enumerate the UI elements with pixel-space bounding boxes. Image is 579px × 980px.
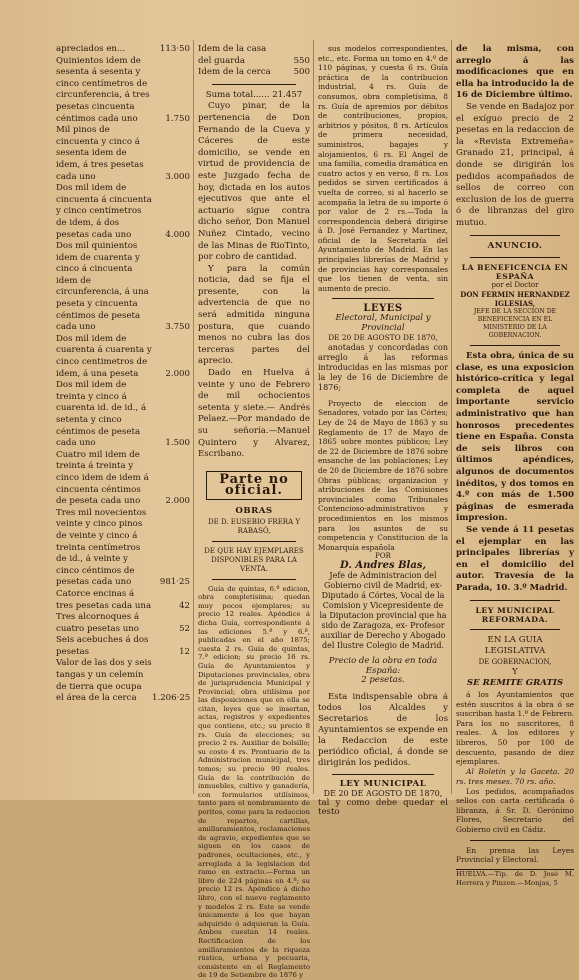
author-name: D. Andres Blas, xyxy=(340,560,426,572)
price-row-text: Seis acebuches á dos pesetas xyxy=(56,635,149,657)
divider xyxy=(470,235,560,236)
price-row-value: 12 xyxy=(179,646,190,657)
prensa-text: En prensa las Leyes Provincial y Electoral. xyxy=(456,845,574,865)
notice-paragraph: Cuyo pinar, de la pertenencia de Don Fernando de la Cueva y Cáceres de este domicilio, se vende en virtud de providencia de este Juzgado fecha de hoy, dictada en los autos ejecutivos que ante el actuario sigue contra dicho señor, Don Manuel Nuñez Cintado, vecino de las Minas de RioTinto, por cobro de cantidad. xyxy=(198,101,310,263)
price-row-text: Tres mil novecientos veinte y cinco pinos de veinte y cinco á treinta centímetros de id., á veinte y cinco céntimos de pesetas cada uno xyxy=(56,507,147,588)
price-row-value: 1.500 xyxy=(165,438,190,449)
works-body: Guía de quintas, 6.ª edicion, obra completísima; quedan muy pocos ejemplares; su precio 12 reales. Apéndice á dicha Guía, correspondiente á las ediciones 5.ª y 6.ª, publicadas en el año 1875; cuesta 2 rs. Guía de quintas, 7.ª edicion; su precio 16 rs. Guía de Ayuntamientos y Diputaciones provinciales, obra de jurisprudencia Municipal y Provincial; obra utilísima por las disposiciones que en ella se citan, leyes que se insertan, actas, registros y expedientes que contiene, etc.; su precio 8 rs. Guía de elecciones; su precio 2 rs. Auxiliar de bolsillo; su costo 4 rs. Prontuario de la Administracion municipal, tres tomos; su precio 90 reales. Guía de la contribución de inmuebles, cultivo y ganadería, con formularios utilísimos, tanto para el nombramiento de peritos, como para la redaccion de repartos, cartillas, amillaramientos, reclamaciones de agravio, expedientes que se siguen en los casos de padrones, ocultaciones, etc., y arreglada á la legislacion del ramo en extracto.—Forma un libro de 224 páginas en 4.º; su precio 12 rs. Apéndice á dicho libro, con el nuevo reglamento y modelos 2 rs. Este se vende únicamente á los que hayan adquirido ó adquieran la Guía. Ambos cuestan 14 reales. Rectificacion de los amillaramientos de la riqueza rústica, urbana y pecuaria, consistente en el Reglamento de 19 de Setiembre de 1876 y xyxy=(198,584,310,980)
ley-municipal-date: DE 20 DE AGOSTO DE 1870, xyxy=(323,789,443,799)
price-row-text: Dos mil idem de cincuenta á cincuenta y cinco centímetros de idem, á dos pesetas cada uno xyxy=(56,183,152,240)
divider xyxy=(470,600,560,601)
price-row-value: 42 xyxy=(179,600,190,611)
price-row-text: Dos mil quinientos idem de cuarenta y cinco á cincuenta idem de circunferencia, á una peseta y cincuenta céntimos de peseta cada uno xyxy=(56,241,149,333)
price-row xyxy=(198,44,310,67)
price-row-text: apreciados en... xyxy=(56,44,126,54)
column-4 xyxy=(456,44,574,887)
total-line: Suma total...... 21.457 xyxy=(205,89,303,100)
price-row-text: Catorce encinas á tres pesetas cada una xyxy=(56,588,152,611)
beneficencia-body: Esta obra, única de su clase, es una exposicion histórico-crítica y legal completa de aquel importante servicio administrativo que han honrosos precedentes tiene en España. Consta de seis libros con últimos apéndices, algunos de documentos inéditos, y dos tomos en 4.º con más de 1.500 páginas de esmerada impresion. xyxy=(456,351,574,524)
price-label: Precio de la obra en toda España: xyxy=(328,655,438,676)
divider xyxy=(332,774,434,775)
author-description: Jefe de Administracion del Gobierno civil de Madrid, ex-Diputado á Córtes, Vocal de la Comision y Vicepresidente de la Diputacion provincial que ha sido de Zaragoza, ex- Profesor auxiliar de Derecho y Abogado del Ilustre Colegio de Madrid. xyxy=(319,570,447,650)
price-row-value: 500 xyxy=(293,67,310,78)
sale-text: Se vende en Badajoz por el exíguo precio de 2 pesetas en la redaccion de la «Revista Extremeña» Granado 21, principal, á donde se dirigirán los pedidos acompañados de sellos de correo con exclusion de los de guerra ó de libranzas del giro mutuo. xyxy=(456,101,574,228)
price-row-value: 550 xyxy=(293,55,310,66)
ley-municipal-text: tal y como debe quedar el testo xyxy=(318,797,448,818)
notice-paragraph: Dado en Huelva á veinte y uno de Febrero de mil ochocientos setenta y siete.— Andrés Pelaez.—Por mandado de su señoría.—Manuel Quintero y Alvarez, Escribano. xyxy=(198,368,310,460)
note-paragraph: Esta indispensable obra á todos los Alcaldes y Secretarios de los Ayuntamientos se expende en la Redaccion de este periódico oficial, á donde se dirigirán los pedidos. xyxy=(318,691,448,768)
leyes-subtitle: Electoral, Municipal y Provincial xyxy=(335,313,431,333)
price-row-value: 3.000 xyxy=(165,171,190,182)
price-row-text: Quinientos idem de sesenta á sesenta y cinco centímetros de circunferencia, á tres pesetas cincuenta céntimos cada uno xyxy=(56,55,150,124)
price-row xyxy=(56,612,190,635)
price-row-value: 981·25 xyxy=(159,577,190,588)
price-row-text: Dos mil idem de cuarenta á cuarenta y cinco centimetros de idem, á una peseta xyxy=(56,333,152,379)
beneficencia-title: LA BENEFICENCIA EN ESPAÑA xyxy=(461,263,569,282)
price-row-text: Dos mil idem de treinta y cinco á cuarenta id. de id., á setenta y cinco céntimos de peseta cada uno xyxy=(56,380,147,449)
divider xyxy=(332,298,434,299)
price-row-text: Tres alcornoques á cuatro pesetas uno xyxy=(56,612,140,634)
price-row xyxy=(56,56,190,126)
price-row-text: Cuatro mil idem de treinta á treinta y cinco idem de idem á cincuenta céntimos de peseta cada uno xyxy=(56,449,149,507)
guia-y: Y xyxy=(512,666,518,677)
divider xyxy=(212,84,296,85)
intro-text: de la misma, con arreglo á las modificaciones que en ella ha introducido la de 16 de Diciembre último. xyxy=(456,44,574,101)
price-row-value: 1.750 xyxy=(165,113,190,124)
price-row-text: Mil pinos de cincuenta y cinco á sesenta idem de idem, á tres pesetas cada uno xyxy=(56,125,144,182)
guia-subtitle: DE GOBERNACION, xyxy=(478,657,552,666)
column-2 xyxy=(198,44,310,980)
column-divider xyxy=(451,40,452,794)
leyes-title: LEYES xyxy=(363,303,403,315)
price-row xyxy=(56,380,190,450)
divider xyxy=(470,345,560,346)
column-1-price-list xyxy=(56,44,190,705)
price-row xyxy=(56,508,190,589)
divider xyxy=(470,840,560,841)
works-author: DE D. EUSEBIO FRERA Y RABASÓ, xyxy=(208,517,300,535)
anuncio-title: ANUNCIO. xyxy=(487,240,543,251)
beneficencia-sale: Se vende á 11 pesetas el ejemplar en las principales librerías y en el domicilio del autor. Travesía de la Parada, 10. 3.º Madrid. xyxy=(456,525,574,593)
divider xyxy=(212,579,296,580)
ley-municipal-title: LEY MUNICIPAL xyxy=(339,778,427,789)
gratis-body: á los Ayuntamientos que estén suscritos á la obra ó se suscriban hasta 1.º de Febrero. Para los no suscritores, 8 reales. A los editores y libreros, 50 por 100 de descuento, pasando de diez ejemplares. xyxy=(456,689,574,767)
leyes-body: anotadas y concordadas con arreglo á las reformas introducidas en las mismas por la ley de 16 de Diciembre de 1876; xyxy=(318,342,448,392)
ads-text: sus modelos correspondientes, etc., etc. Forma un tomo en 4.º de 110 páginas, y cuesta 6 rs. Guía práctica de la contribucion industrial, 4 rs. Guía de consumos, obra completísima, 8 rs. Guía de apremios por débitos de contribuciones, propios, arbitrios y pósitos, 8 rs. Artículos de primera necesidad, suministros, bagajes y alojamientos, 6 rs. El Angel de una familia, comedia dramática en cuatro actos y en verso, 8 rs. Los pedidos se sirven certificados á vuelta de correo, si al hacerlo se acompaña la letra de su importe ó por valor de 2 rs.—Toda la correspondencia deberá dirigirse á D. José Fernandez y Martinez, oficial de la Secretaría del Ayuntamiento de Madrid. En las principales librerías de Madrid y de provincias hay corresponsales que los tienen de venta, sin aumento de precio. xyxy=(318,44,448,293)
price-row xyxy=(56,125,190,183)
price-value: 2 pesetas. xyxy=(361,675,405,686)
column-divider xyxy=(193,40,194,794)
reform-title: LEY MUNICIPAL REFORMADA. xyxy=(475,605,555,624)
column-3 xyxy=(318,44,448,818)
price-row-text: Idem de la casa del guarda xyxy=(198,44,267,66)
price-row xyxy=(56,450,190,508)
leyes-date: DE 20 DE AGOSTO DE 1870, xyxy=(328,333,438,343)
price-row-value: 3.750 xyxy=(165,322,190,333)
beneficencia-role: JEFE DE LA SECCION DE BENEFICENCIA EN EL MINISTERIO DE LA GOBERNACION. xyxy=(473,308,557,340)
price-row xyxy=(56,183,190,241)
divider xyxy=(470,257,560,258)
gratis-title: SE REMITE GRATIS xyxy=(466,678,564,689)
price-row-value: 2.000 xyxy=(165,496,190,507)
divider xyxy=(470,629,560,630)
divider xyxy=(212,541,296,542)
price-row-value: 52 xyxy=(179,623,190,634)
price-row xyxy=(56,589,190,612)
price-row-value: 1.206·25 xyxy=(152,693,191,704)
price-row xyxy=(56,44,190,56)
guia-title: EN LA GUIA LEGISLATIVA xyxy=(484,634,546,657)
price-row xyxy=(56,241,190,334)
price-row xyxy=(56,635,190,658)
pedidos-text: Los pedidos, acompañados sellos con carta certificada ó libranza, á Sr. D. Gerónimo Flores, Secretario del Gobierno civil en Cádiz. xyxy=(456,786,574,835)
price-row-value: 2.000 xyxy=(165,368,190,379)
price-row-text: Idem de la cerca xyxy=(198,67,271,78)
section-header-box: Parte no oficial. xyxy=(206,471,302,500)
por-label: POR xyxy=(375,552,391,561)
beneficencia-by: por el Doctor xyxy=(491,281,539,290)
price-row-value: 113·50 xyxy=(159,44,190,54)
works-title: OBRAS xyxy=(235,505,273,516)
notice-paragraph: Y para la común noticia, dad se fija el presente, con la advertencia de que no será admitida ninguna postura, que cuando menos no cubra las dos terceras partes del aprecio. xyxy=(198,263,310,367)
column-divider xyxy=(313,40,314,794)
price-row xyxy=(56,334,190,380)
works-subtitle: DE QUE HAY EJEMPLARES DISPONIBLES PARA LA VENTA. xyxy=(204,546,304,573)
leyes-body: Proyecto de eleccion de Senadores, votado por las Córtes; Ley de 24 de Mayo de 1863 y su Reglamento de 17 de Mayo de 1865 sobre montes públicos; Ley de 22 de Diciembre de 1876 sobre ensanche de las poblaciones; Ley de 20 de Diciembre de 1876 sobre Obras públicas; organizacion y atribuciones de las Comisiones provinciales como Tribunales Contencioso-administrativos y procedimientos en los mismos para los asuntos de su competencia y Constitucion de la Monarquía española xyxy=(318,398,448,552)
boletin-text: Al Boletín y la Gaceta. 20 rs. tres meses. 70 rs. año. xyxy=(456,766,574,786)
price-row xyxy=(56,658,190,704)
price-row-text: Valor de las dos y seis tangas y un celemín de tierra que ocupa el área de la cerca xyxy=(56,658,152,704)
imprint: HUELVA.—Tip. de D. José M. Herrera y Pinzon.—Monjas, 5 xyxy=(456,869,574,887)
beneficencia-author: DON FERMIN HERNANDEZ IGLESIAS, xyxy=(460,290,570,309)
price-row-value: 4.000 xyxy=(165,229,190,240)
price-row xyxy=(198,67,310,79)
